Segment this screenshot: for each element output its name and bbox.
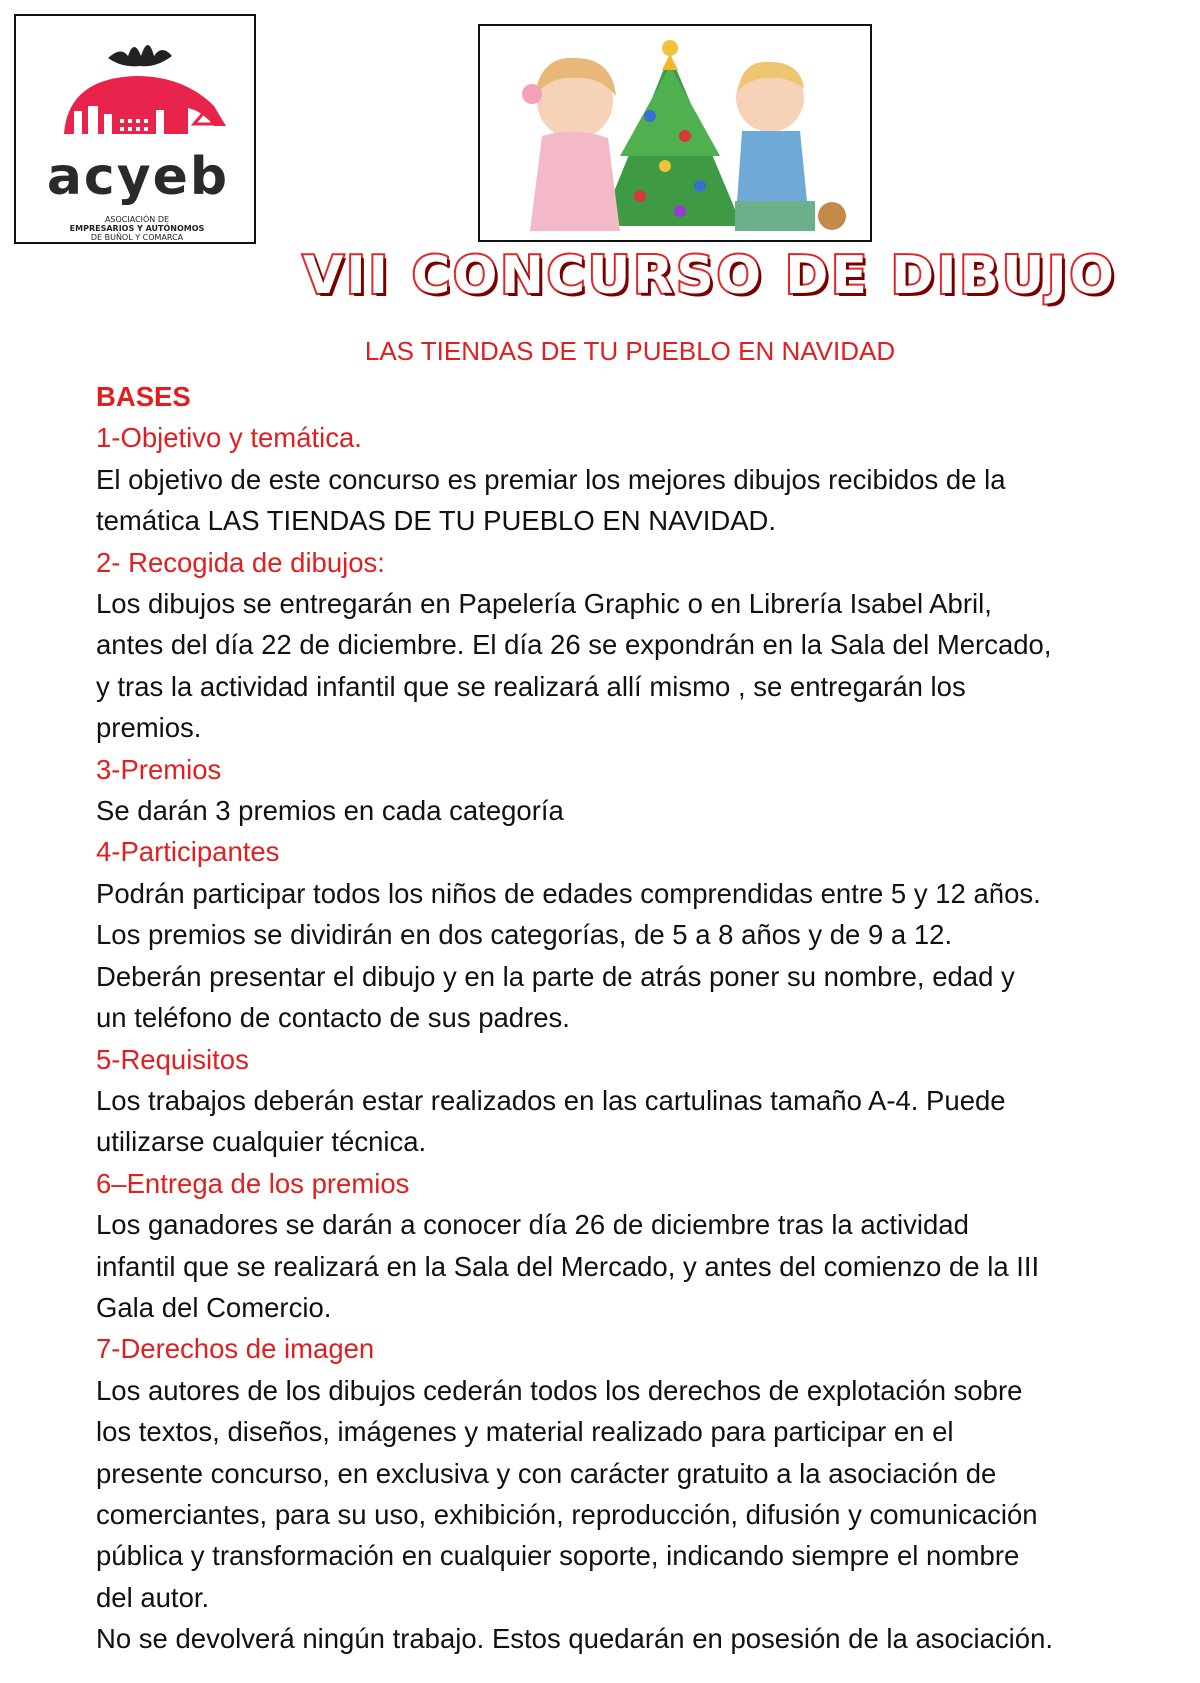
rules-body: [96, 376, 1176, 1660]
text-line: antes del día 22 de diciembre. El día 26 se expondrán en la Sala del Mercado,: [96, 629, 1052, 661]
text-line: Los dibujos se entregarán en Papelería Graphic o en Librería Isabel Abril,: [96, 588, 992, 620]
bases-heading: BASES: [96, 381, 191, 412]
text-line: Los trabajos deberán estar realizados en las cartulinas tamaño A-4. Puede: [96, 1084, 1006, 1116]
text-line: infantil que se realizará en la Sala del Mercado, y antes del comienzo de la III: [96, 1250, 1040, 1282]
text-line: temática LAS TIENDAS DE TU PUEBLO EN NAVIDAD.: [96, 505, 777, 537]
text-line: Se darán 3 premios en cada categoría: [96, 795, 564, 827]
text-line: 3-Premios: [96, 753, 222, 785]
logo-sub-3: DE BUÑOL Y COMARCA: [90, 233, 184, 242]
text-line: del autor.: [96, 1581, 210, 1613]
text-line: presente concurso, en exclusiva y con carácter gratuito a la asociación de: [96, 1457, 997, 1489]
text-line: los textos, diseños, imágenes y material realizado para participar en el: [96, 1416, 954, 1448]
text-line: 7-Derechos de imagen: [96, 1333, 375, 1365]
page-title: VII CONCURSO DE DIBUJO: [303, 246, 1117, 306]
logo-emblem-icon: [16, 16, 254, 242]
text-line: 2- Recogida de dibujos:: [96, 546, 385, 578]
christmas-tree-children-icon: [480, 26, 870, 240]
text-line: Podrán participar todos los niños de edades comprendidas entre 5 y 12 años.: [96, 877, 1041, 909]
text-line: El objetivo de este concurso es premiar los mejores dibujos recibidos de la: [96, 463, 1006, 495]
text-line: premios.: [96, 712, 202, 744]
acyeb-logo: [14, 14, 256, 244]
text-line: 5-Requisitos: [96, 1043, 249, 1075]
text-line: 4-Participantes: [96, 836, 280, 868]
text-line: Gala del Comercio.: [96, 1291, 332, 1323]
logo-sub-1: ASOCIACIÓN DE: [104, 215, 170, 224]
text-line: Deberán presentar el dibujo y en la parte de atrás poner su nombre, edad y: [96, 960, 1015, 992]
text-line: Los premios se dividirán en dos categorías, de 5 a 8 años y de 9 a 12.: [96, 919, 953, 951]
text-line: pública y transformación en cualquier soporte, indicando siempre el nombre: [96, 1540, 1020, 1572]
text-line: utilizarse cualquier técnica.: [96, 1126, 427, 1158]
logo-sub-2: EMPRESARIOS Y AUTÓNOMOS: [69, 224, 205, 233]
text-line: No se devolverá ningún trabajo. Estos quedarán en posesión de la asociación.: [96, 1623, 1054, 1655]
text-line: Los ganadores se darán a conocer día 26 de diciembre tras la actividad: [96, 1209, 969, 1241]
text-line: Los autores de los dibujos cederán todos los derechos de explotación sobre: [96, 1374, 1023, 1406]
text-line: un teléfono de contacto de sus padres.: [96, 1002, 570, 1034]
page-subtitle: LAS TIENDAS DE TU PUEBLO EN NAVIDAD: [364, 336, 896, 366]
logo-word: acyeb: [46, 147, 230, 207]
text-line: y tras la actividad infantil que se realizará allí mismo , se entregarán los: [96, 670, 966, 702]
text-line: 6–Entrega de los premios: [96, 1167, 410, 1199]
text-line: 1-Objetivo y temática.: [96, 422, 362, 454]
christmas-illustration: [478, 24, 872, 242]
text-line: comerciantes, para su uso, exhibición, reproducción, difusión y comunicación: [96, 1498, 1038, 1530]
